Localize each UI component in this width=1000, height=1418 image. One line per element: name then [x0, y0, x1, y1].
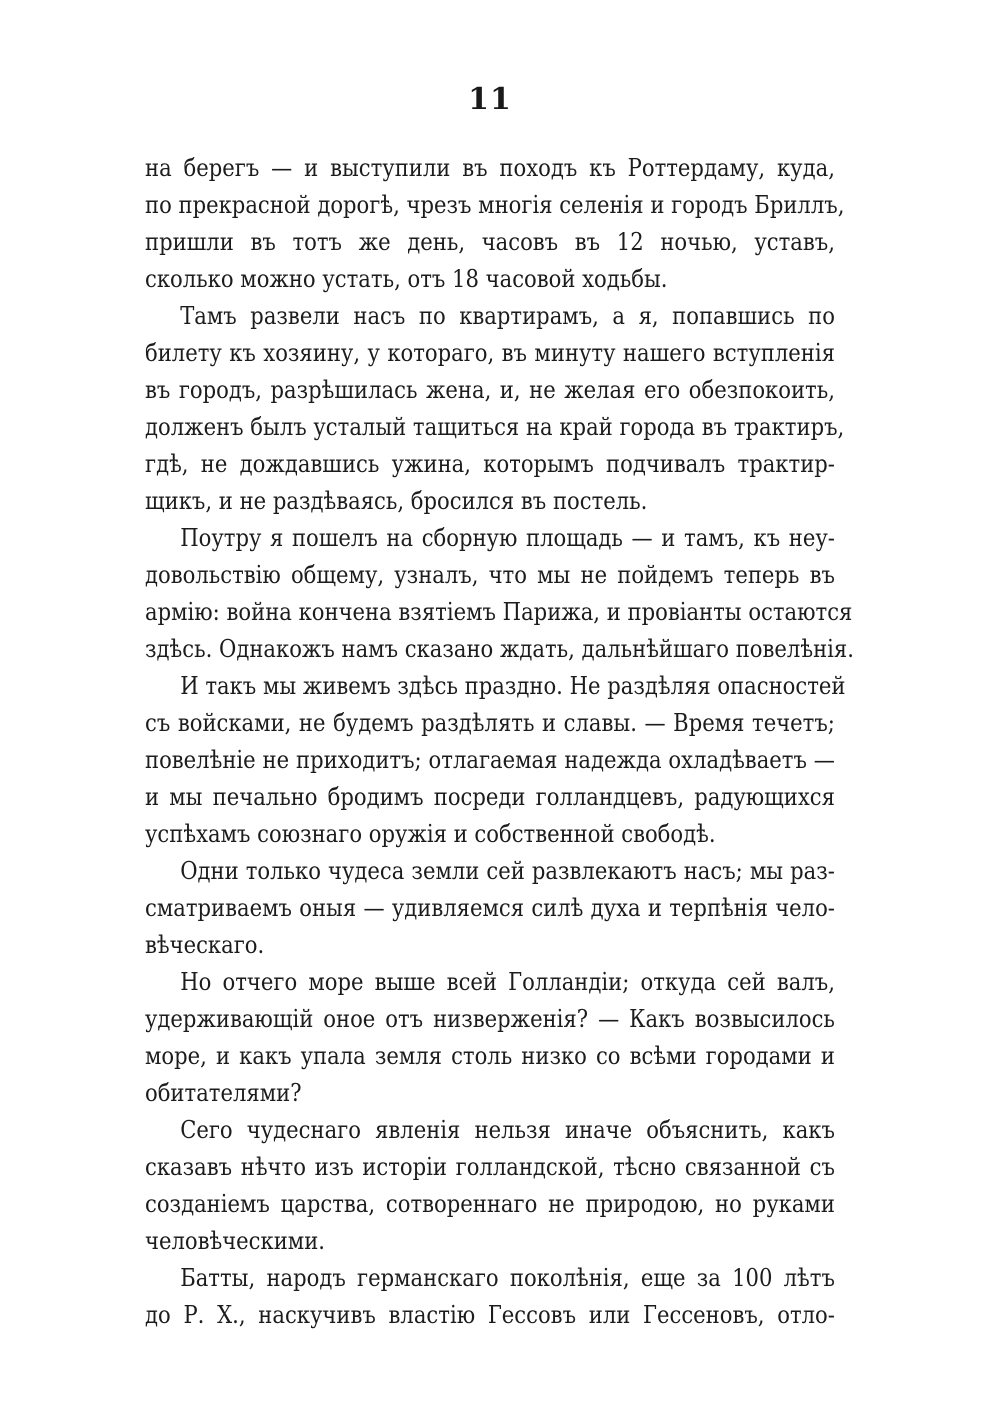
text-line: гдѣ, не дождавшись ужина, которымъ подчивалъ трактир- — [145, 450, 835, 478]
text-line: обитателями? — [145, 1079, 302, 1107]
text-line: пришли въ тотъ же день, часовъ въ 12 ночью, уставъ, — [145, 228, 835, 256]
text-line: щикъ, и не раздѣваясь, бросился въ постель. — [145, 487, 648, 515]
body-text — [145, 150, 854, 1334]
text-line: Тамъ развели насъ по квартирамъ, а я, попавшись по — [180, 302, 835, 330]
paragraph-3 — [145, 520, 854, 668]
text-line: до Р. Х., наскучивъ властію Гессовъ или Гессеновъ, отло- — [145, 1301, 835, 1329]
text-line: и мы печально бродимъ посреди голландцевъ, радующихся — [145, 783, 835, 811]
text-line: удерживающій оное отъ низверженія? — Какъ возвысилось — [145, 1005, 835, 1033]
text-line: успѣхамъ союзнаго оружія и собственной свободѣ. — [145, 820, 716, 848]
text-line: человѣческими. — [145, 1227, 326, 1255]
paragraph-1 — [145, 150, 845, 298]
text-line: довольствію общему, узналъ, что мы не пойдемъ теперь въ — [145, 561, 835, 589]
text-line: вѣческаго. — [145, 931, 265, 959]
text-line: билету къ хозяину, у котораго, въ минуту нашего вступленія — [145, 339, 835, 367]
paragraph-5 — [145, 853, 835, 964]
text-line: по прекрасной дорогѣ, чрезъ многія селенія и городъ Бриллъ, — [145, 191, 845, 219]
text-line: долженъ былъ усталый тащиться на край города въ трактиръ, — [145, 413, 845, 441]
text-line: Но отчего море выше всей Голландіи; откуда сей валъ, — [180, 968, 835, 996]
text-line: повелѣніе не приходитъ; отлагаемая надежда охладѣваетъ — — [145, 746, 835, 774]
text-line: Одни только чудеса земли сей развлекаютъ насъ; мы раз- — [180, 857, 835, 885]
text-line: И такъ мы живемъ здѣсь праздно. Не раздѣляя опасностей — [180, 672, 846, 700]
text-line: съ войсками, не будемъ раздѣлять и славы. — Время течетъ; — [145, 709, 835, 737]
text-line: въ городъ, разрѣшилась жена, и, не желая его обезпокоить, — [145, 376, 835, 404]
text-line: созданіемъ царства, сотвореннаго не природою, но руками — [145, 1190, 835, 1218]
text-line: Поутру я пошелъ на сборную площадь — и тамъ, къ неу- — [180, 524, 835, 552]
paragraph-8 — [145, 1260, 835, 1334]
paragraph-7 — [145, 1112, 835, 1260]
text-line: здѣсь. Однакожъ намъ сказано ждать, дальнѣйшаго повелѣнія. — [145, 635, 854, 663]
text-line: сказавъ нѣчто изъ исторіи голландской, тѣсно связанной съ — [145, 1153, 835, 1181]
text-line: Батты, народъ германскаго поколѣнія, еще за 100 лѣтъ — [180, 1264, 835, 1292]
text-line: сматриваемъ оныя — удивляемся силѣ духа и терпѣнія чело- — [145, 894, 835, 922]
paragraph-4 — [145, 668, 846, 853]
text-line: море, и какъ упала земля столь низко со всѣми городами и — [145, 1042, 835, 1070]
text-line: Сего чудеснаго явленія нельзя иначе объяснить, какъ — [180, 1116, 835, 1144]
page-number: 11 — [468, 82, 512, 117]
text-line: армію: война кончена взятіемъ Парижа, и провіанты остаются — [145, 598, 853, 626]
text-line: сколько можно устать, отъ 18 часовой ходьбы. — [145, 265, 668, 293]
paragraph-2 — [145, 298, 845, 520]
paragraph-6 — [145, 964, 835, 1112]
text-line: на берегъ — и выступили въ походъ къ Роттердаму, куда, — [145, 154, 835, 182]
